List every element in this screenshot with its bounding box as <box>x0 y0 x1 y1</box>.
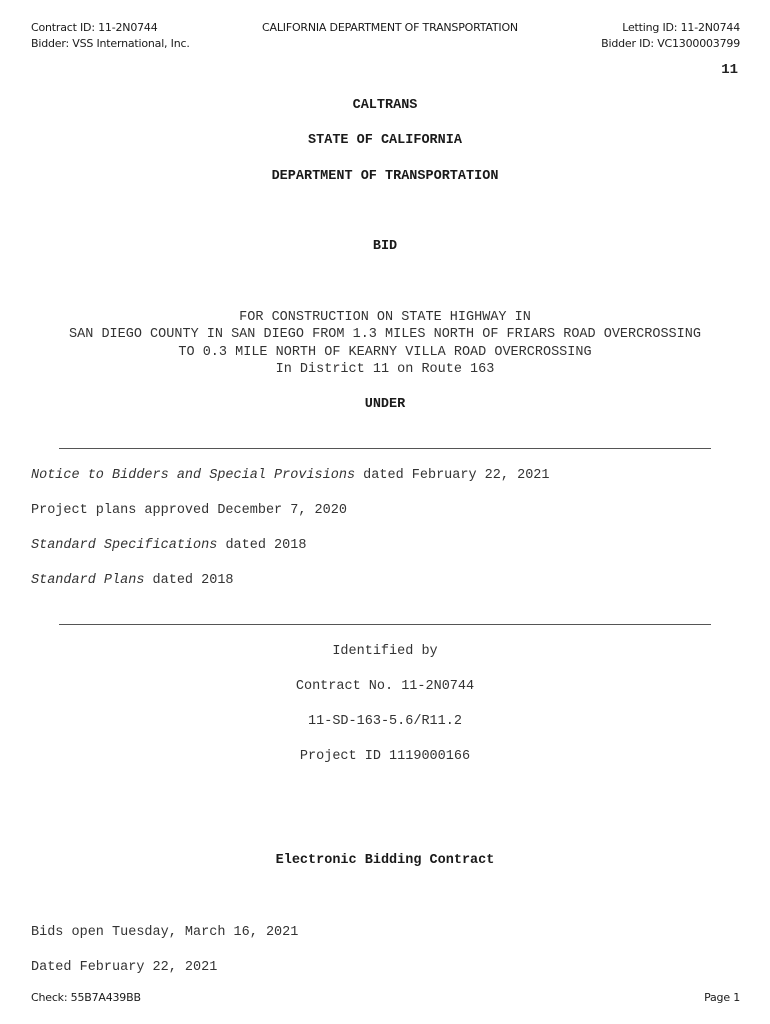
contract-number: Contract No. 11-2N0744 <box>295 679 475 694</box>
construction-line-1: FOR CONSTRUCTION ON STATE HIGHWAY IN <box>239 310 531 325</box>
document-page-number: 11 <box>721 62 738 78</box>
header-right <box>601 20 740 52</box>
construction-line-3: TO 0.3 MILE NORTH OF KEARNY VILLA ROAD OVERCROSSING <box>178 345 592 360</box>
title-state: STATE OF CALIFORNIA <box>308 133 462 148</box>
standard-specifications <box>31 537 306 555</box>
identified-by: Identified by <box>332 644 438 659</box>
bidder-id: Bidder ID: VC1300003799 <box>601 37 740 50</box>
construction-line-4: In District 11 on Route 163 <box>275 362 495 377</box>
std-plans-title: Standard Plans <box>31 573 145 588</box>
title-department: DEPARTMENT OF TRANSPORTATION <box>271 169 499 184</box>
dated: Dated February 22, 2021 <box>31 960 218 975</box>
bids-open: Bids open Tuesday, March 16, 2021 <box>31 925 299 940</box>
letting-id: Letting ID: 11-2N0744 <box>622 21 740 34</box>
notice-to-bidders <box>31 467 550 485</box>
notice-title: Notice to Bidders and Special Provisions <box>31 468 356 483</box>
standard-plans <box>31 572 234 590</box>
project-plans: Project plans approved December 7, 2020 <box>31 503 347 518</box>
header-department: CALIFORNIA DEPARTMENT OF TRANSPORTATION <box>262 21 518 34</box>
footer-page: Page 1 <box>704 991 740 1004</box>
location-code: 11-SD-163-5.6/R11.2 <box>308 714 462 729</box>
divider-bottom <box>59 624 711 625</box>
contract-id: Contract ID: 11-2N0744 <box>31 21 158 34</box>
project-id: Project ID 1119000166 <box>299 749 471 764</box>
divider-top <box>59 448 711 449</box>
bidder-name: Bidder: VSS International, Inc. <box>31 37 190 50</box>
std-plans-date: dated 2018 <box>144 573 234 588</box>
footer-check: Check: 55B7A439BB <box>31 991 141 1004</box>
title-bid: BID <box>372 239 398 254</box>
construction-line-2: SAN DIEGO COUNTY IN SAN DIEGO FROM 1.3 MILES NORTH OF FRIARS ROAD OVERCROSSING <box>69 327 701 342</box>
title-caltrans: CALTRANS <box>352 98 418 113</box>
under-heading: UNDER <box>364 397 406 412</box>
contract-type: Electronic Bidding Contract <box>275 853 495 868</box>
specs-title: Standard Specifications <box>31 538 218 553</box>
specs-date: dated 2018 <box>217 538 307 553</box>
notice-date: dated February 22, 2021 <box>355 468 550 483</box>
